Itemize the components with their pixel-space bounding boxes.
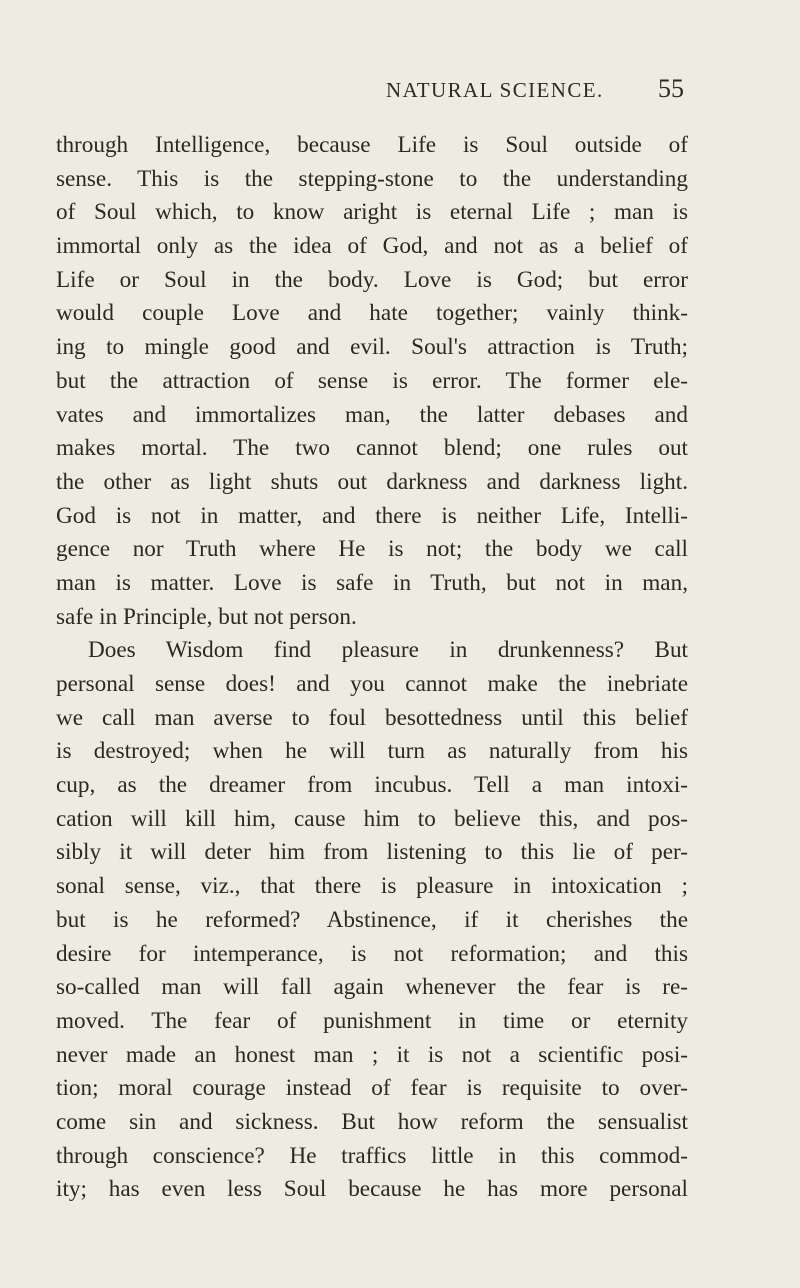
paragraph-end-line: safe in Principle, but not person. (56, 603, 357, 630)
text-line: makes mortal. The two cannot blend; one rules out (56, 435, 688, 462)
section-title: NATURAL SCIENCE. (386, 78, 604, 102)
text-line: Life or Soul in the body. Love is God; but error (56, 266, 688, 293)
text-line: cup, as the dreamer from incubus. Tell a man intoxi- (56, 772, 688, 799)
text-line: come sin and sickness. But how reform the sensualist (56, 1108, 688, 1135)
text-line: sense. This is the stepping-stone to the understanding (56, 165, 688, 192)
text-line: but is he reformed? Abstinence, if it cherishes the (56, 906, 688, 933)
text-line: God is not in matter, and there is neither Life, Intelli- (56, 502, 688, 529)
text-line: ing to mingle good and evil. Soul's attraction is Truth; (56, 334, 688, 361)
text-line: is destroyed; when he will turn as naturally from his (56, 738, 688, 765)
text-line: the other as light shuts out darkness and darkness light. (56, 468, 688, 495)
text-line: so-called man will fall again whenever the fear is re- (56, 974, 688, 1001)
text-line: of Soul which, to know aright is eternal Life ; man is (56, 199, 688, 226)
text-line: desire for intemperance, is not reformation; and this (56, 940, 688, 967)
text-line: gence nor Truth where He is not; the body we call (56, 536, 688, 563)
paragraph-start-line: Does Wisdom find pleasure in drunkenness? But (88, 637, 688, 664)
body-text (56, 129, 688, 1207)
text-line: through Intelligence, because Life is Soul outside of (56, 132, 688, 158)
page-number: 55 (658, 74, 684, 103)
text-line: immortal only as the idea of God, and not as a belief of (56, 233, 688, 260)
text-line: sibly it will deter him from listening to this lie of per- (56, 839, 688, 866)
text-line: would couple Love and hate together; vainly think- (56, 300, 688, 327)
text-line: cation will kill him, cause him to believe this, and pos- (56, 805, 688, 832)
text-line: but the attraction of sense is error. The former ele- (56, 367, 688, 394)
text-line: never made an honest man ; it is not a scientific posi- (56, 1041, 688, 1068)
text-line: tion; moral courage instead of fear is requisite to over- (56, 1075, 688, 1102)
text-line: we call man averse to foul besottedness until this belief (56, 704, 688, 731)
text-line: vates and immortalizes man, the latter debases and (56, 401, 688, 428)
text-line: through conscience? He traffics little in this commod- (56, 1142, 688, 1169)
text-line: ity; has even less Soul because he has more personal (56, 1176, 688, 1203)
text-line: personal sense does! and you cannot make the inebriate (56, 671, 688, 697)
text-line: man is matter. Love is safe in Truth, but not in man, (56, 569, 688, 596)
text-line: moved. The fear of punishment in time or eternity (56, 1007, 688, 1034)
running-head (56, 76, 684, 110)
text-line: sonal sense, viz., that there is pleasure in intoxication ; (56, 873, 688, 900)
